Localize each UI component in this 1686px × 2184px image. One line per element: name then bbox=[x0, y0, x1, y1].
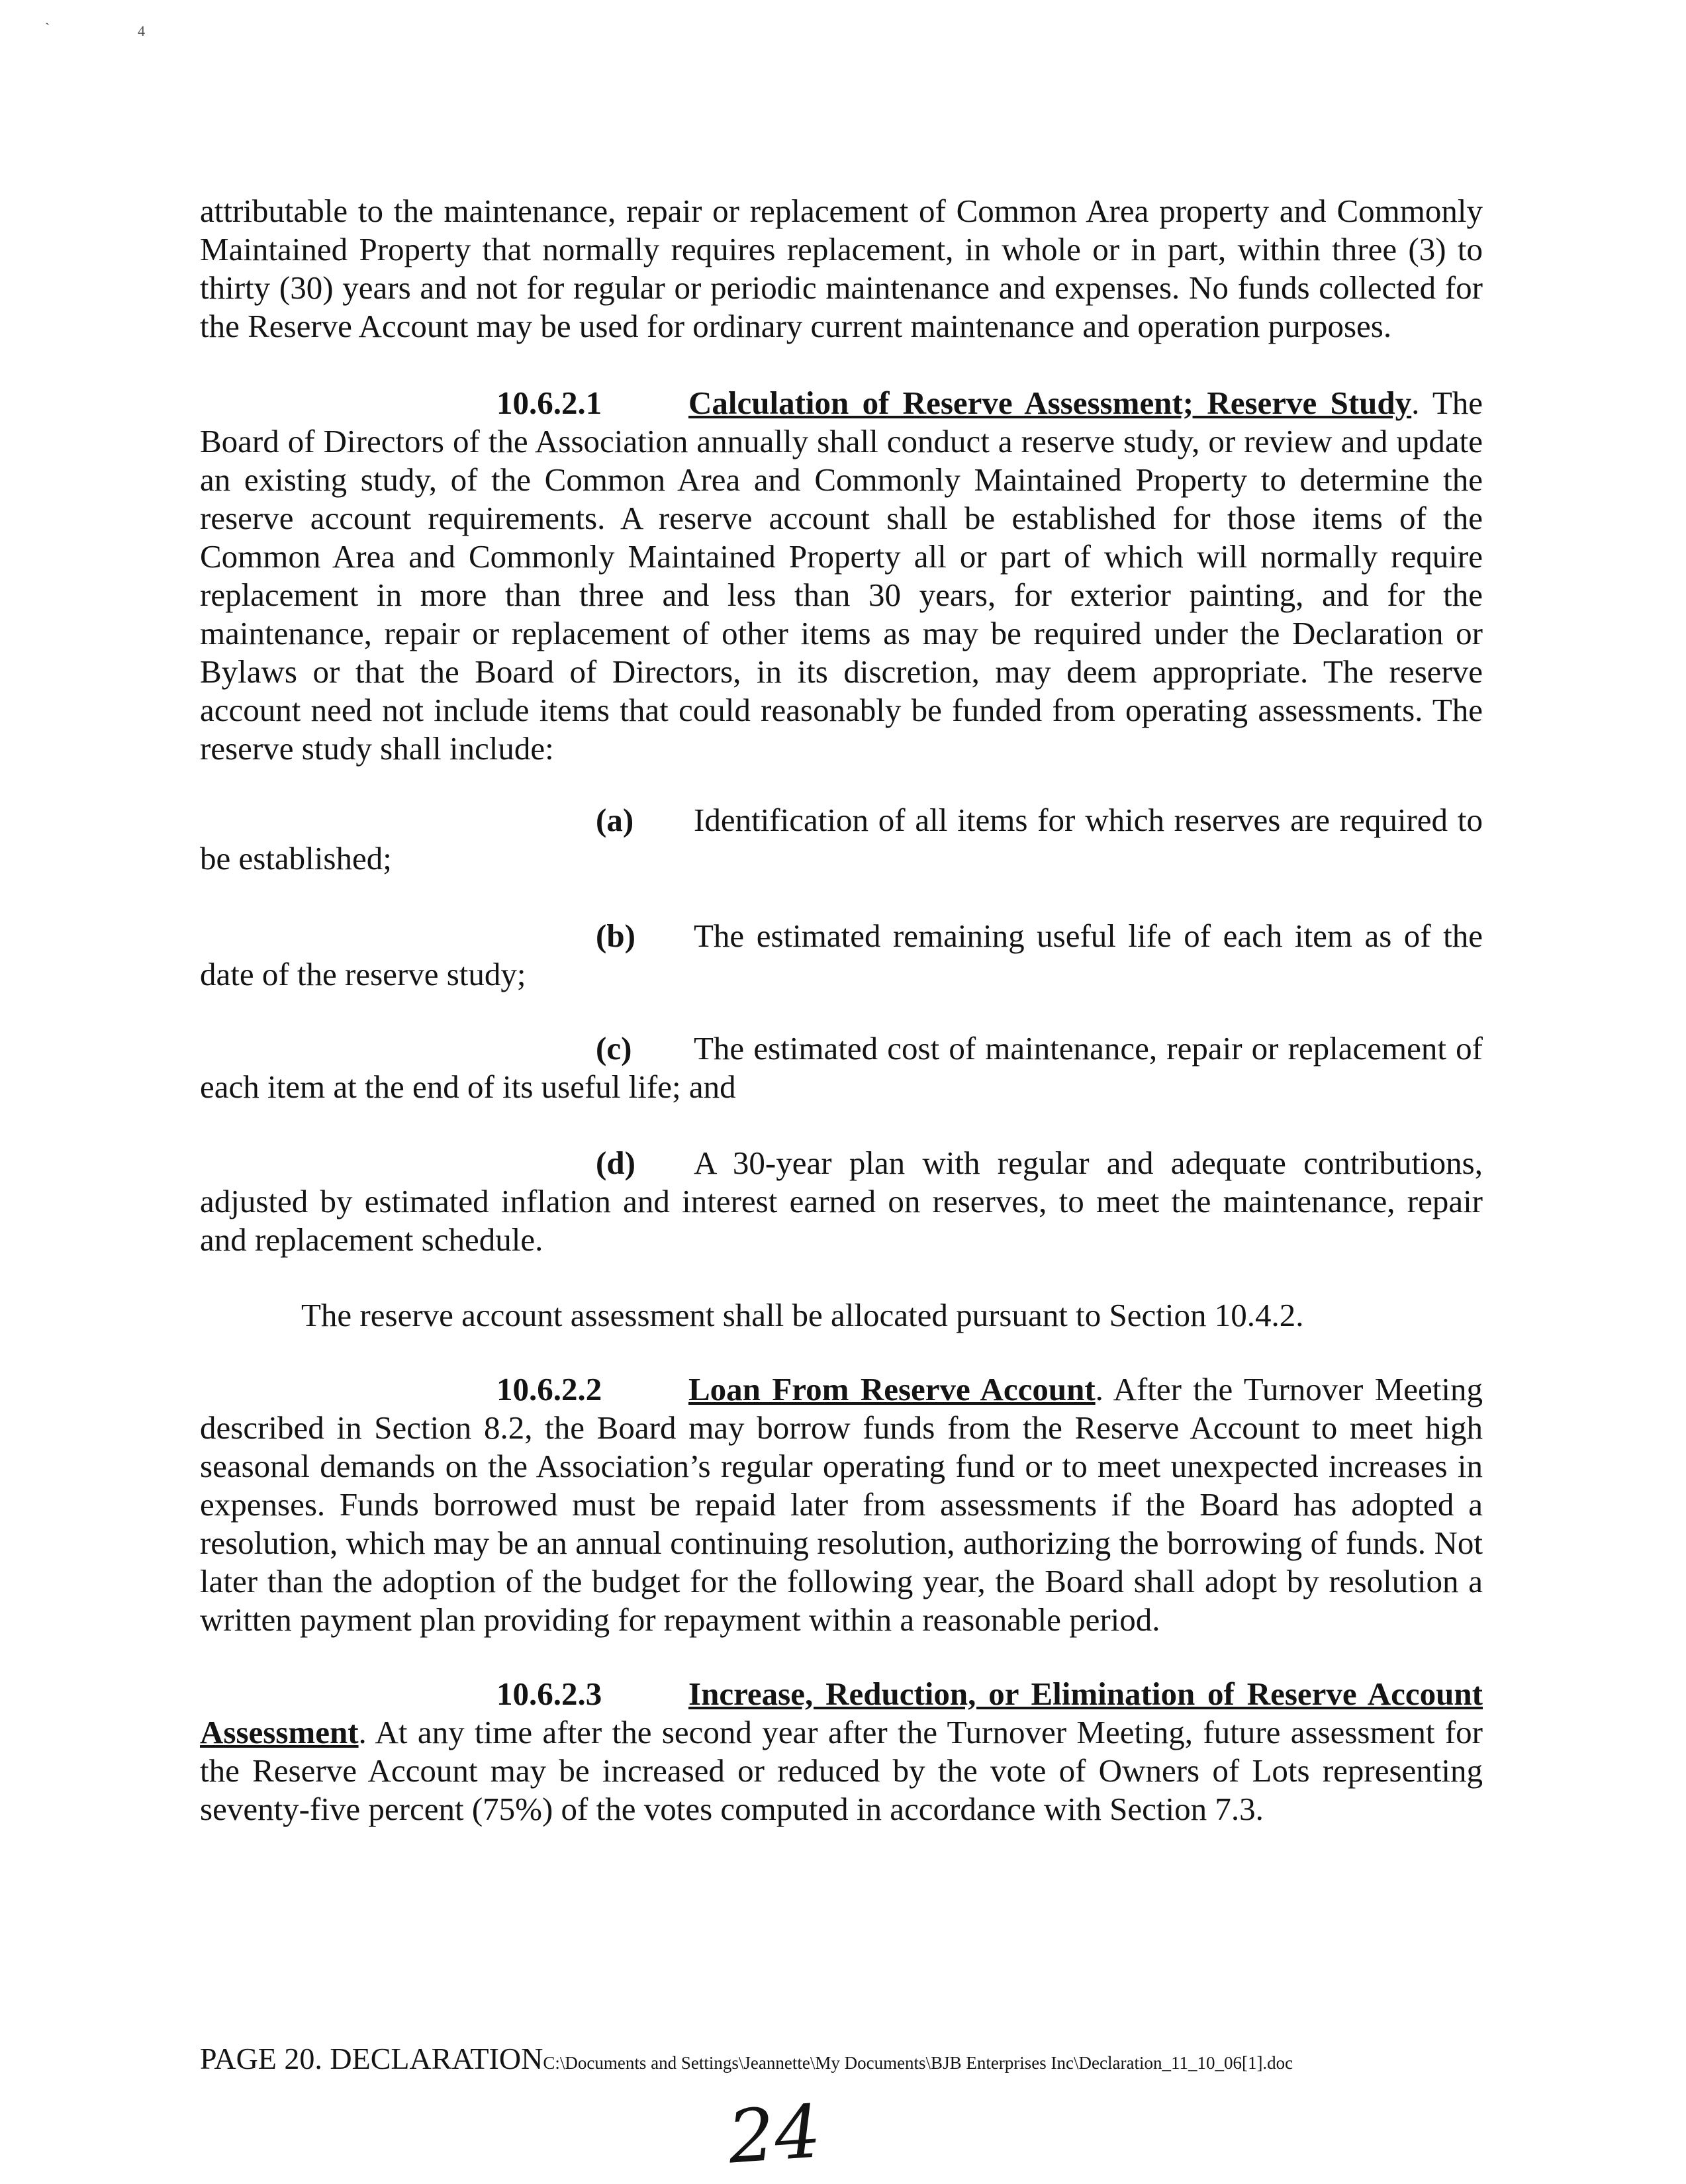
list-label: (b) bbox=[596, 918, 635, 954]
footer-file-path: C:\Documents and Settings\Jeannette\My Documents\BJB Enterprises Inc\Declaration_11_10_06[1].doc bbox=[543, 2053, 1293, 2073]
list-text: The estimated cost of maintenance, repair or replacement of each item at the end of its useful life; and bbox=[200, 1030, 1483, 1105]
list-text: The estimated remaining useful life of each item as of the date of the reserve study; bbox=[200, 918, 1483, 992]
section-text: . The Board of Directors of the Association annually shall conduct a reserve study, or review and update an existing study, of the Common Area and Commonly Maintained Property to determine the reserve account requirements. A reserve account shall be established for those items of the Common Area and Commonly Maintained Property all or part of which will normally require replacement in more than three and less than 30 years, for exterior painting, and for the maintenance, repair or replacement of other items as may be required under the Declaration or Bylaws or that the Board of Directors, in its discretion, may deem appropriate. The reserve account need not include items that could reasonably be funded from operating assessments. The reserve study shall include: bbox=[200, 385, 1483, 767]
paragraph-text: attributable to the maintenance, repair or replacement of Common Area property and Commonly Maintained Property that normally requires replacement, in whole or in part, within three (3) to thirty (30) years and not for regular or periodic maintenance and expenses. No funds collected for the Reserve Account may be used for ordinary current maintenance and operation purposes. bbox=[200, 193, 1483, 344]
scan-artifact-mark: 4 bbox=[138, 23, 145, 39]
list-label: (a) bbox=[596, 802, 634, 838]
list-text: Identification of all items for which reserves are required to be established; bbox=[200, 802, 1483, 877]
section-10-6-2-3 bbox=[200, 1675, 1483, 1828]
list-item-b bbox=[200, 917, 1483, 994]
section-number: 10.6.2.2 bbox=[496, 1371, 602, 1407]
section-heading: Increase, Reduction, or Elimination of Reserve Account Assessment bbox=[200, 1676, 1483, 1750]
section-10-6-2-2 bbox=[200, 1370, 1483, 1639]
list-text: A 30-year plan with regular and adequate contributions, adjusted by estimated inflation and interest earned on reserves, to meet the maintenance, repair and replacement schedule. bbox=[200, 1145, 1483, 1258]
allocation-sentence: The reserve account assessment shall be allocated pursuant to Section 10.4.2. bbox=[301, 1297, 1304, 1333]
list-item-c bbox=[200, 1029, 1483, 1106]
list-label: (d) bbox=[596, 1145, 635, 1181]
section-text: . After the Turnover Meeting described in Section 8.2, the Board may borrow funds from the Reserve Account to meet high seasonal demands on the Association’s regular operating fund or to meet unexpected increases in expenses. Funds borrowed must be repaid later from assessments if the Board has adopted a resolution, which may be an annual continuing resolution, authorizing the borrowing of funds. Not later than the adoption of the budget for the following year, the Board shall adopt by resolution a written payment plan providing for repayment within a reasonable period. bbox=[200, 1371, 1483, 1638]
list-item-d bbox=[200, 1144, 1483, 1259]
section-heading: Calculation of Reserve Assessment; Reserve Study bbox=[688, 385, 1412, 421]
list-item-a bbox=[200, 801, 1483, 878]
section-number: 10.6.2.1 bbox=[496, 385, 602, 421]
footer-page-label: PAGE 20. DECLARATION bbox=[200, 2042, 543, 2075]
page-footer bbox=[200, 2040, 1524, 2081]
paragraph-reserve-account-continued bbox=[200, 192, 1483, 346]
scan-artifact-mark: ` bbox=[45, 20, 50, 36]
section-text: . At any time after the second year after the Turnover Meeting, future assessment for the Reserve Account may be increased or reduced by the vote of Owners of Lots representing seventy-five percent (75%) of the votes computed in accordance with Section 7.3. bbox=[200, 1714, 1483, 1827]
list-label: (c) bbox=[596, 1030, 632, 1067]
handwritten-page-number: 24 bbox=[725, 2089, 824, 2180]
section-number: 10.6.2.3 bbox=[496, 1676, 602, 1712]
section-10-6-2-1 bbox=[200, 384, 1483, 768]
section-heading: Loan From Reserve Account bbox=[688, 1371, 1096, 1407]
